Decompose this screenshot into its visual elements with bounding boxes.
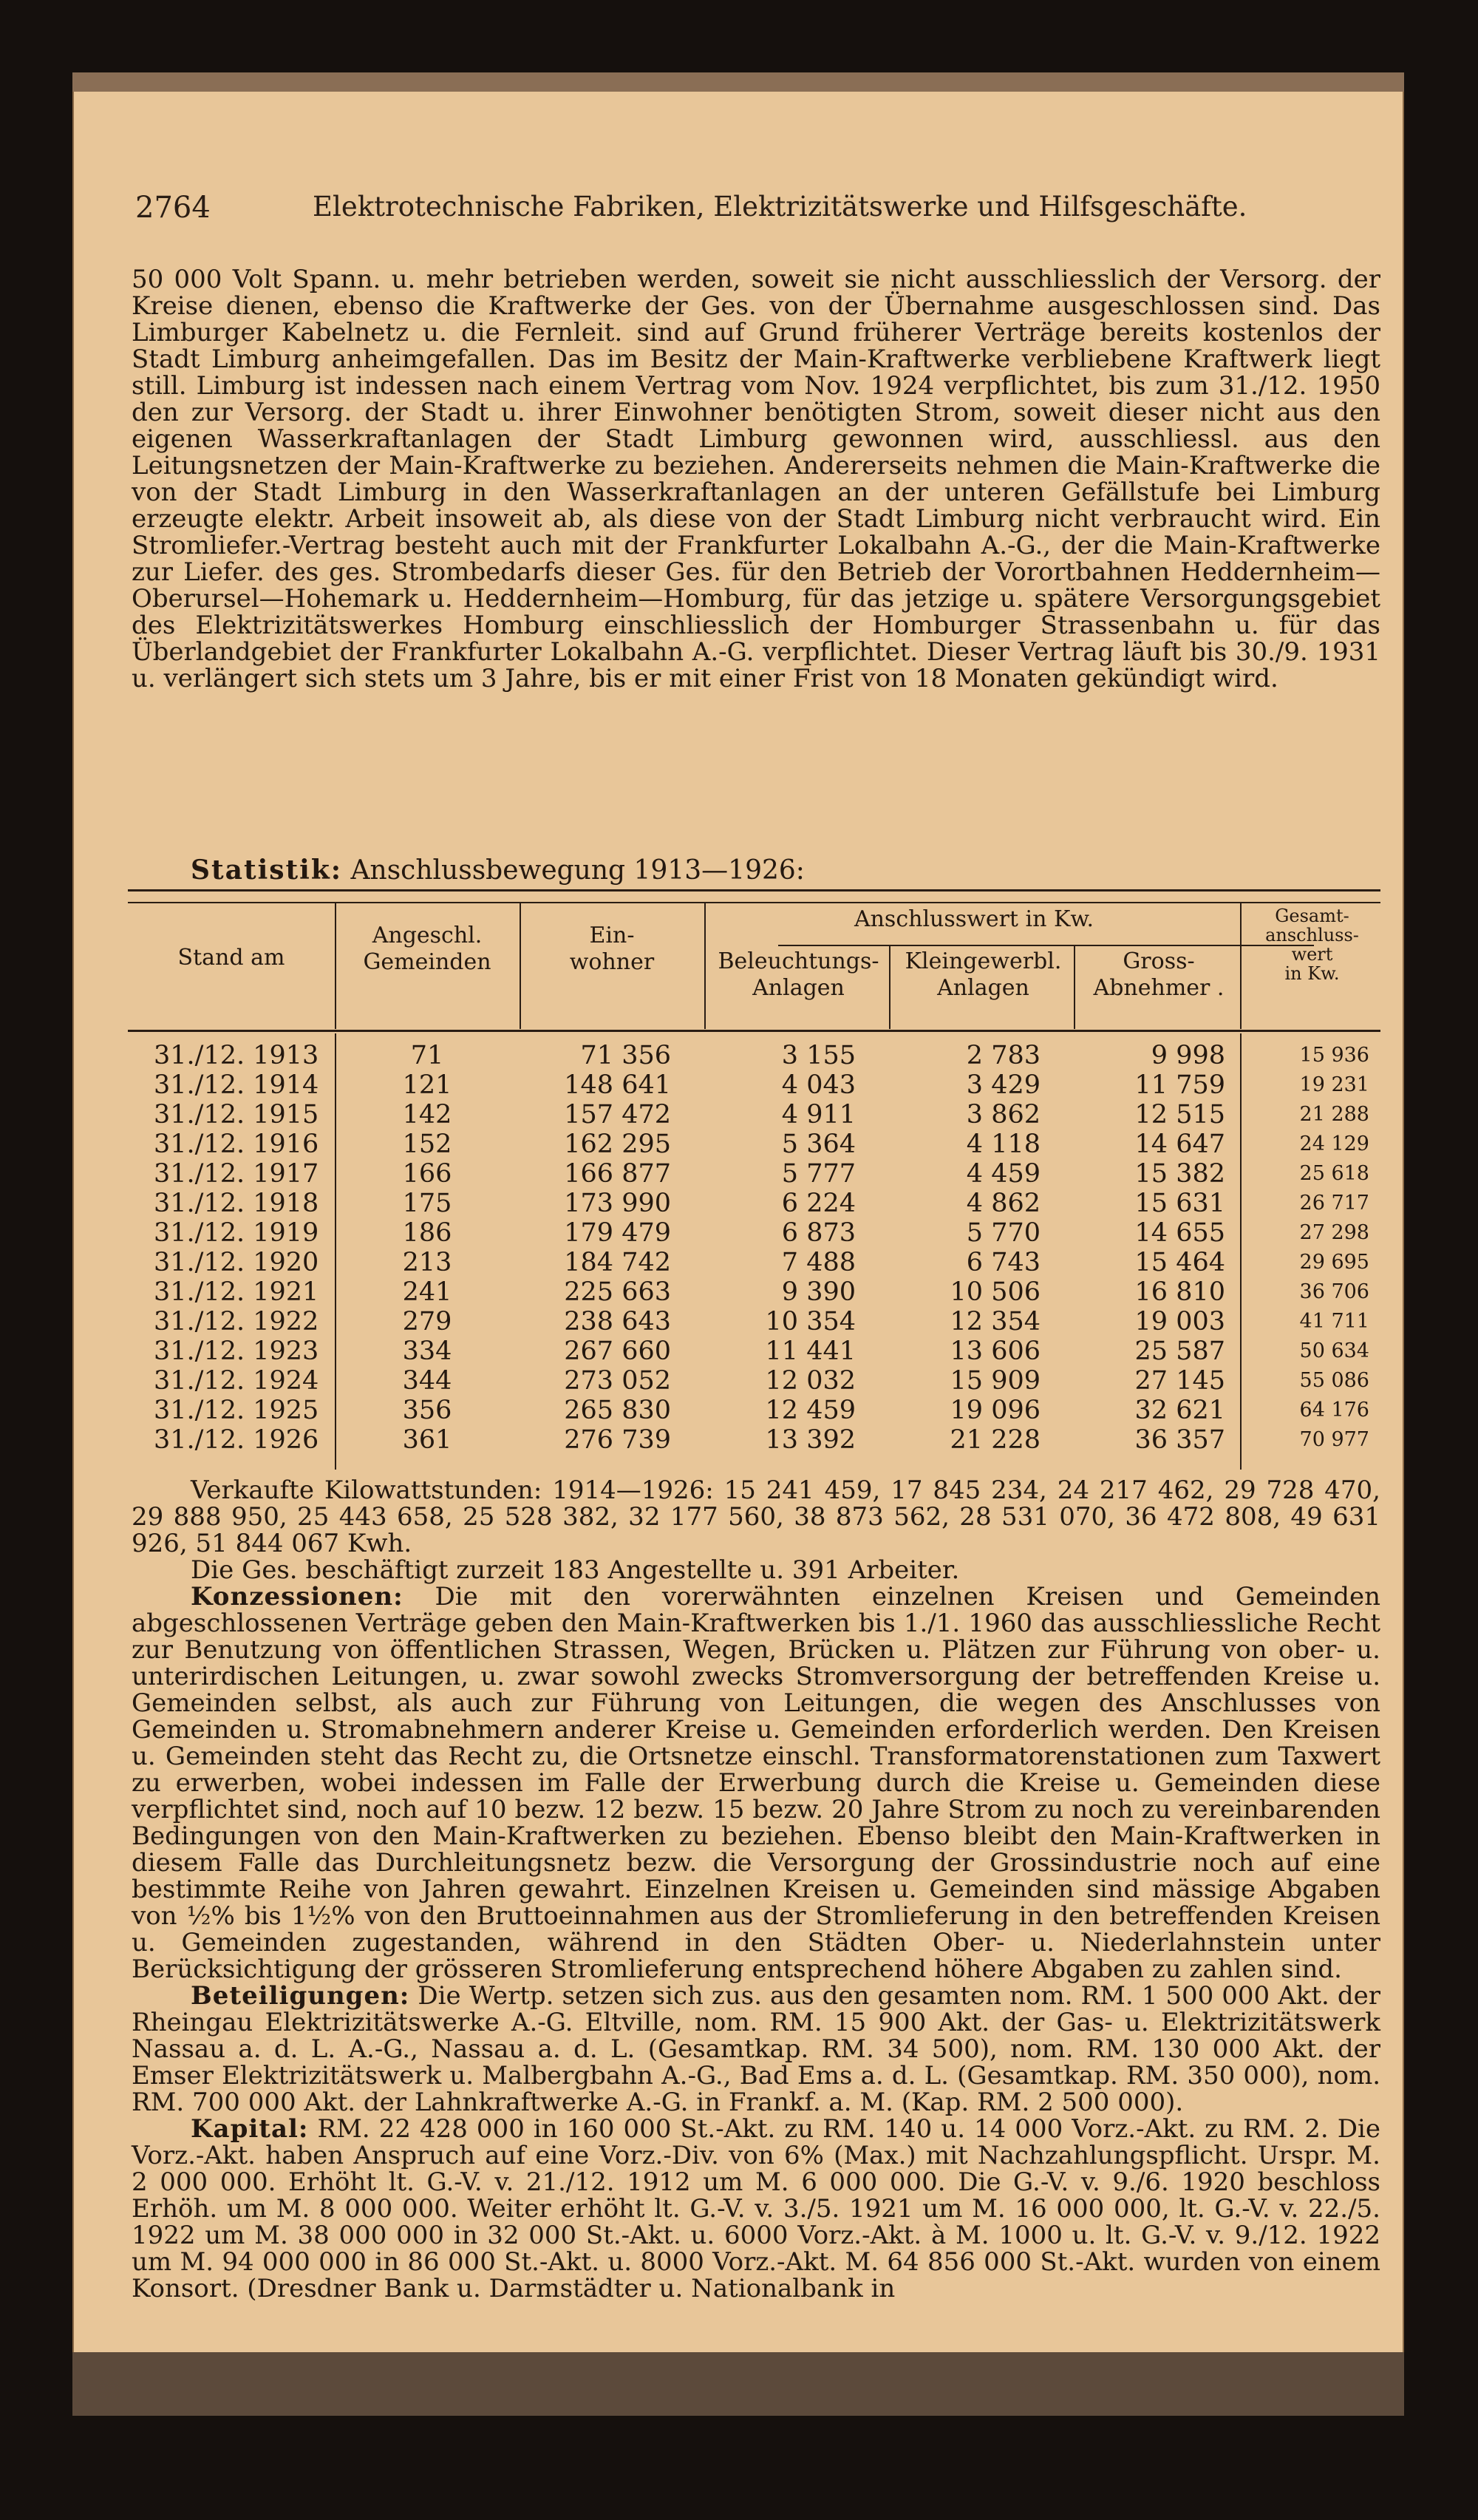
header-einwohner (523, 923, 701, 976)
table-cell-gesamt: 64 176 (1299, 1399, 1369, 1422)
table-cell-gesamt: 50 634 (1299, 1339, 1369, 1362)
table-cell-gesamt: 25 618 (1299, 1162, 1369, 1185)
table-cell-kleingewerbe: 19 096 (950, 1396, 1041, 1425)
column-gesamt (1247, 1041, 1369, 1455)
table-cell-kleingewerbe: 4 459 (966, 1159, 1041, 1189)
table-cell-einwohner: 267 660 (564, 1337, 671, 1366)
col-sep-6 (1240, 903, 1242, 1029)
table-cell-einwohner: 173 990 (564, 1189, 671, 1218)
table-cell-gross: 15 382 (1134, 1159, 1225, 1189)
col-sep-5 (1074, 945, 1075, 1029)
table-cell-stand: 31./12. 1918 (154, 1189, 319, 1218)
header-gross-line2: Abnehmer . (1093, 975, 1225, 1001)
table-cell-beleuchtung: 9 390 (781, 1277, 856, 1307)
col-sep-6-body (1240, 1033, 1242, 1470)
header-gesamt-line3: wert (1291, 944, 1333, 965)
table-cell-einwohner: 179 479 (564, 1218, 671, 1248)
table-cell-gesamt: 26 717 (1299, 1192, 1369, 1215)
col-sep-4 (889, 945, 890, 1029)
header-gesamt-line4: in Kw. (1284, 963, 1340, 984)
header-einwohner-line2: wohner (569, 949, 655, 975)
table-cell-gesamt: 70 977 (1299, 1428, 1369, 1451)
table-cell-beleuchtung: 13 392 (765, 1425, 856, 1455)
table-cell-gross: 32 621 (1134, 1396, 1225, 1425)
table-cell-gemeinden: 175 (402, 1189, 452, 1218)
header-gesamt-line1: Gesamt- (1275, 906, 1349, 926)
table-cell-gross: 27 145 (1134, 1366, 1225, 1396)
header-einwohner-line1: Ein- (589, 923, 635, 948)
table-cell-stand: 31./12. 1920 (154, 1248, 319, 1277)
table-cell-kleingewerbe: 21 228 (950, 1425, 1041, 1455)
table-cell-gemeinden: 344 (402, 1366, 452, 1396)
table-cell-kleingewerbe: 13 606 (950, 1337, 1041, 1366)
document-page (72, 72, 1404, 2416)
table-cell-beleuchtung: 12 459 (765, 1396, 856, 1425)
column-stand (154, 1041, 331, 1455)
header-beleuchtung-line2: Anlagen (752, 975, 845, 1001)
table-cell-stand: 31./12. 1914 (154, 1070, 319, 1100)
column-einwohner (523, 1041, 671, 1455)
kapital-paragraph (132, 2116, 1380, 2302)
table-cell-gemeinden: 186 (402, 1218, 452, 1248)
table-cell-kleingewerbe: 15 909 (950, 1366, 1041, 1396)
intro-text: 50 000 Volt Spann. u. mehr betrieben werden, soweit sie nicht ausschliesslich der Versorg. der Kreise dienen, ebenso die Kraftwerke der Ges. von der Übernahme ausgeschlossen sind. Das Limburger Kabelnetz u. die Fernleit. sind auf Grund früherer Verträge bereits kostenlos der Stadt Limburg anheimgefallen. Das im Besitz der Main-Kraftwerke verbliebene Kraftwerk liegt still. Limburg ist indessen nach einem Vertrag vom Nov. 1924 verpflichtet, bis zum 31./12. 1950 den zur Versorg. der Stadt u. ihrer Einwohner benötigten Strom, soweit dieser nicht aus den eigenen Wasserkraftanlagen der Stadt Limburg gewonnen wird, ausschliessl. aus den Leitungsnetzen der Main-Kraftwerke zu beziehen. Andererseits nehmen die Main-Kraftwerke die von der Stadt Limburg in den Wasserkraftanlagen an der unteren Gefällstufe bei Limburg erzeugte elektr. Arbeit insoweit ab, als diese von der Stadt Limburg nicht verbraucht wird. Ein Stromliefer.-Vertrag besteht auch mit der Frankfurter Lokalbahn A.-G., der die Main-Kraftwerke zur Liefer. des ges. Strombedarfs dieser Ges. für den Betrieb der Vorortbahnen Heddernheim—Oberursel—Hohemark u. Heddernheim—Homburg, für das jetzige u. spätere Versorgungsgebiet des Elektrizitätswerkes Homburg einschliesslich der Homburger Strassenbahn u. für das Überlandgebiet der Frankfurter Lokalbahn A.-G. verpflichtet. Dieser Vertrag läuft bis 30./9. 1931 u. verlängert sich stets um 3 Jahre, bis er mit einer Frist von 18 Monaten gekündigt wird. (132, 265, 1380, 693)
table-cell-gesamt: 36 706 (1299, 1280, 1369, 1303)
table-cell-einwohner: 157 472 (564, 1100, 671, 1130)
header-beleuchtung (708, 948, 889, 1002)
table-cell-stand: 31./12. 1919 (154, 1218, 319, 1248)
column-gemeinden (338, 1041, 516, 1455)
table-cell-kleingewerbe: 12 354 (950, 1307, 1041, 1337)
table-header-rule (128, 1030, 1380, 1032)
table-cell-stand: 31./12. 1923 (154, 1337, 319, 1366)
header-gemeinden (338, 923, 516, 976)
header-gross (1077, 948, 1240, 1002)
column-gross (1077, 1041, 1225, 1455)
table-cell-gross: 11 759 (1134, 1070, 1225, 1100)
table-cell-gemeinden: 121 (402, 1070, 452, 1100)
table-cell-beleuchtung: 6 873 (781, 1218, 856, 1248)
table-cell-gesamt: 19 231 (1299, 1073, 1369, 1096)
table-cell-beleuchtung: 12 032 (765, 1366, 856, 1396)
table-cell-gross: 25 587 (1134, 1337, 1225, 1366)
header-gross-line1: Gross- (1123, 948, 1195, 974)
header-kleingewerbe-line2: Anlagen (937, 975, 1029, 1001)
statistics-heading: Anschlussbewegung 1913—1926: (350, 855, 805, 886)
table-cell-gesamt: 29 695 (1299, 1251, 1369, 1274)
table-cell-kleingewerbe: 3 862 (966, 1100, 1041, 1130)
col-sep-3 (704, 903, 706, 1029)
page-bottom-edge (72, 2352, 1404, 2416)
statistics-title (191, 855, 805, 886)
table-cell-gesamt: 15 936 (1299, 1044, 1369, 1067)
table-cell-beleuchtung: 7 488 (781, 1248, 856, 1277)
table-cell-stand: 31./12. 1922 (154, 1307, 319, 1337)
table-cell-einwohner: 184 742 (564, 1248, 671, 1277)
table-cell-gemeinden: 152 (402, 1130, 452, 1159)
table-cell-beleuchtung: 4 911 (781, 1100, 856, 1130)
kapital-text: RM. 22 428 000 in 160 000 St.-Akt. zu RM. 140 u. 14 000 Vorz.-Akt. zu RM. 2. Die Vorz.-Akt. haben Anspruch auf eine Vorz.-Div. von 6% (Max.) mit Nachzahlungspflicht. Urspr. M. 2 000 000. Erhöht lt. G.-V. v. 21./12. 1912 um M. 6 000 000. Die G.-V. v. 9./6. 1920 beschloss Erhöh. um M. 8 000 000. Weiter erhöht lt. G.-V. v. 3./5. 1921 um M. 16 000 000, lt. G.-V. v. 22./5. 1922 um M. 38 000 000 in 32 000 St.-Akt. u. 6000 Vorz.-Akt. à M. 1000 u. lt. G.-V. v. 9./12. 1922 um M. 94 000 000 in 86 000 St.-Akt. u. 8000 Vorz.-Akt. M. 64 856 000 St.-Akt. wurden von einem Konsort. (Dresdner Bank u. Darmstädter u. Nationalbank in (132, 2114, 1380, 2303)
table-cell-kleingewerbe: 4 862 (966, 1189, 1041, 1218)
table-top-rule (128, 889, 1380, 891)
table-cell-gesamt: 27 298 (1299, 1221, 1369, 1244)
employees-paragraph: Die Ges. beschäftigt zurzeit 183 Angestellte u. 391 Arbeiter. (191, 1555, 960, 1585)
table-cell-gemeinden: 361 (402, 1425, 452, 1455)
table-cell-gross: 9 998 (1151, 1041, 1225, 1070)
statistics-label: Statistik: (191, 855, 343, 886)
table-cell-stand: 31./12. 1916 (154, 1130, 319, 1159)
table-cell-gemeinden: 71 (410, 1041, 444, 1070)
table-cell-gesamt: 21 288 (1299, 1103, 1369, 1126)
header-gemeinden-line2: Gemeinden (363, 949, 491, 975)
table-cell-gemeinden: 241 (402, 1277, 452, 1307)
header-beleuchtung-line1: Beleuchtungs- (718, 948, 879, 974)
table-cell-einwohner: 265 830 (564, 1396, 671, 1425)
col-sep-1 (335, 903, 336, 1029)
page-number: 2764 (135, 191, 211, 225)
table-cell-beleuchtung: 11 441 (765, 1337, 856, 1366)
table-cell-gross: 36 357 (1134, 1425, 1225, 1455)
table-cell-beleuchtung: 5 364 (781, 1130, 856, 1159)
table-cell-stand: 31./12. 1917 (154, 1159, 319, 1189)
table-cell-stand: 31./12. 1926 (154, 1425, 319, 1455)
kapital-label: Kapital: (191, 2114, 309, 2144)
kilowatt-paragraph: Verkaufte Kilowattstunden: 1914—1926: 15 241 459, 17 845 234, 24 217 462, 29 728 470, 29 888 950, 25 443 658, 25 528 382, 32 177 560, 38 873 562, 28 531 070, 36 472 808, 49 631 926, 51 844 067 Kwh. (132, 1475, 1380, 1558)
table-cell-gross: 19 003 (1134, 1307, 1225, 1337)
intro-paragraph (132, 266, 1380, 692)
col-sep-1-body (335, 1033, 336, 1470)
table-cell-gemeinden: 356 (402, 1396, 452, 1425)
header-stand: Stand am (177, 945, 285, 971)
body-paragraphs (132, 1477, 1380, 2302)
table-cell-kleingewerbe: 5 770 (966, 1218, 1041, 1248)
table-cell-einwohner: 162 295 (564, 1130, 671, 1159)
beteiligungen-text: Die Wertp. setzen sich zus. aus den gesamten nom. RM. 1 500 000 Akt. der Rheingau Elektrizitätswerke A.-G. Eltville, nom. RM. 15 900 Akt. der Gas- u. Elektrizitätswerk Nassau a. d. L. A.-G., Nassau a. d. L. (Gesamtkap. RM. 34 500), nom. RM. 130 000 Akt. der Emser Elektrizitätswerk u. Malbergbahn A.-G., Bad Ems a. d. L. (Gesamtkap. RM. 350 000), nom. RM. 700 000 Akt. der Lahnkraftwerke A.-G. in Frankf. a. M. (Kap. RM. 2 500 000). (132, 1981, 1380, 2117)
table-cell-kleingewerbe: 3 429 (966, 1070, 1041, 1100)
table-cell-gross: 15 631 (1134, 1189, 1225, 1218)
table-cell-beleuchtung: 5 777 (781, 1159, 856, 1189)
table-top-rule-thin (128, 902, 1380, 903)
table-cell-gesamt: 41 711 (1299, 1310, 1369, 1333)
table-cell-gemeinden: 166 (402, 1159, 452, 1189)
table-cell-einwohner: 148 641 (564, 1070, 671, 1100)
column-beleuchtung (708, 1041, 856, 1455)
header-kleingewerbe-line1: Kleingewerbl. (905, 948, 1062, 974)
table-cell-beleuchtung: 10 354 (765, 1307, 856, 1337)
beteiligungen-paragraph (132, 1983, 1380, 2116)
table-cell-stand: 31./12. 1913 (154, 1041, 319, 1070)
table-cell-gross: 16 810 (1134, 1277, 1225, 1307)
table-cell-gemeinden: 279 (402, 1307, 452, 1337)
table-cell-einwohner: 71 356 (580, 1041, 671, 1070)
table-cell-beleuchtung: 4 043 (781, 1070, 856, 1100)
table-cell-gross: 14 647 (1134, 1130, 1225, 1159)
table-cell-gesamt: 24 129 (1299, 1132, 1369, 1155)
table-cell-gemeinden: 142 (402, 1100, 452, 1130)
header-gesamt-line2: anschluss- (1265, 925, 1359, 945)
table-cell-einwohner: 238 643 (564, 1307, 671, 1337)
table-cell-gross: 14 655 (1134, 1218, 1225, 1248)
table-cell-einwohner: 276 739 (564, 1425, 671, 1455)
konzessionen-label: Konzessionen: (191, 1582, 403, 1611)
table-cell-stand: 31./12. 1924 (154, 1366, 319, 1396)
table-cell-stand: 31./12. 1921 (154, 1277, 319, 1307)
table-cell-gemeinden: 213 (402, 1248, 452, 1277)
table-cell-stand: 31./12. 1915 (154, 1100, 319, 1130)
konzessionen-paragraph (132, 1583, 1380, 1983)
header-gesamt (1244, 906, 1380, 983)
table-cell-stand: 31./12. 1925 (154, 1396, 319, 1425)
table-cell-einwohner: 225 663 (564, 1277, 671, 1307)
table-cell-kleingewerbe: 10 506 (950, 1277, 1041, 1307)
beteiligungen-label: Beteiligungen: (191, 1981, 410, 2011)
table-cell-gemeinden: 334 (402, 1337, 452, 1366)
konzessionen-text: Die mit den vorerwähnten einzelnen Kreisen und Gemeinden abgeschlossenen Verträge geben den Main-Kraftwerken bis 1./1. 1960 das ausschliessliche Recht zur Benutzung von öffentlichen Strassen, Wegen, Brücken u. Plätzen zur Führung von ober- u. unterirdischen Leitungen, u. zwar sowohl zwecks Stromversorgung der betreffenden Kreise u. Gemeinden selbst, als auch zur Führung von Leitungen, die wegen des Anschlusses von Gemeinden u. Stromabnehmern anderer Kreise u. Gemeinden erforderlich werden. Den Kreisen u. Gemeinden steht das Recht zu, die Ortsnetze einschl. Transformatorenstationen zum Taxwert zu erwerben, wobei indessen im Falle der Erwerbung durch die Kreise u. Gemeinden diese verpflichtet sind, noch auf 10 bezw. 12 bezw. 15 bezw. 20 Jahre Strom zu noch zu vereinbarenden Bedingungen von den Main-Kraftwerken zu beziehen. Ebenso bleibt den Main-Kraftwerken in diesem Falle das Durchleitungsnetz bezw. die Versorgung der Grossindustrie noch auf eine bestimmte Reihe von Jahren gewahrt. Einzelnen Kreisen u. Gemeinden sind mässige Abgaben von ½% bis 1½% von den Bruttoeinnahmen aus der Stromlieferung in den betreffenden Kreisen u. Gemeinden zugestanden, während in den Städten Ober- u. Niederlahnstein unter Berücksichtigung der grösseren Stromlieferung entsprechend höhere Abgaben zu zahlen sind. (132, 1582, 1380, 1984)
table-cell-kleingewerbe: 2 783 (966, 1041, 1041, 1070)
running-title: Elektrotechnische Fabriken, Elektrizitätswerke und Hilfsgeschäfte. (313, 191, 1247, 223)
table-cell-gross: 12 515 (1134, 1100, 1225, 1130)
col-sep-2 (520, 903, 521, 1029)
table-cell-kleingewerbe: 4 118 (966, 1130, 1041, 1159)
table-cell-einwohner: 273 052 (564, 1366, 671, 1396)
anschlusswert-underline (778, 945, 1314, 946)
table-cell-gesamt: 55 086 (1299, 1369, 1369, 1392)
table-cell-kleingewerbe: 6 743 (966, 1248, 1041, 1277)
header-kleingewerbe (893, 948, 1074, 1002)
table-cell-einwohner: 166 877 (564, 1159, 671, 1189)
header-gemeinden-line1: Angeschl. (372, 923, 483, 948)
header-anschlusswert: Anschlusswert in Kw. (854, 906, 1094, 932)
table-cell-beleuchtung: 6 224 (781, 1189, 856, 1218)
table-cell-beleuchtung: 3 155 (781, 1041, 856, 1070)
page-top-edge (72, 72, 1404, 92)
column-kleingewerbe (893, 1041, 1041, 1455)
table-cell-gross: 15 464 (1134, 1248, 1225, 1277)
